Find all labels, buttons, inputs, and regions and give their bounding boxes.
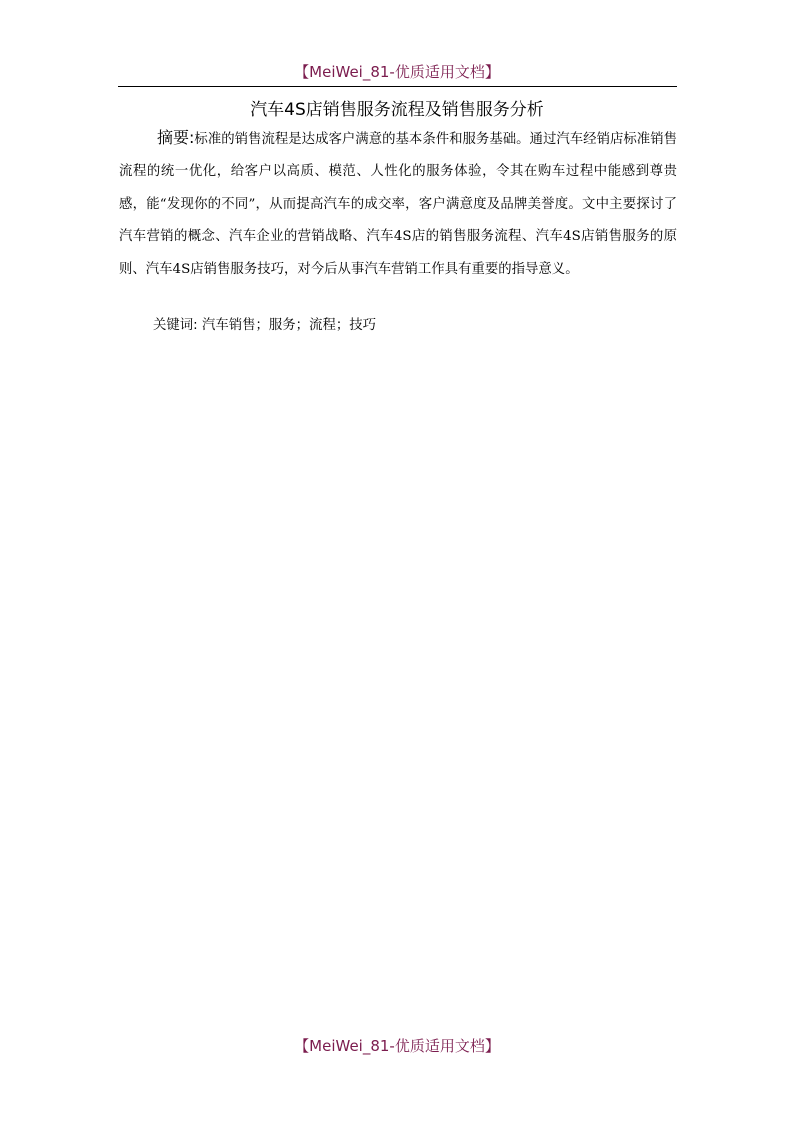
document-title: 汽车4S店销售服务流程及销售服务分析	[250, 100, 544, 120]
header-watermark: 【MeiWei_81-优质适用文档】	[294, 63, 500, 81]
abstract-label: 摘要:	[157, 128, 195, 147]
abstract-paragraph	[119, 122, 677, 286]
header-divider	[118, 86, 677, 87]
abstract-text: 标准的销售流程是达成客户满意的基本条件和服务基础。通过汽车经销店标准销售流程的统一优化，给客户以高质、模范、人性化的服务体验，令其在购车过程中能感到尊贵感，能“发现你的不同”，从而提高汽车的成交率，客户满意度及品牌美誉度。文中主要探讨了汽车营销的概念、汽车企业的营销战略、汽车4S店的销售服务流程、汽车4S店销售服务的原则、汽车4S店销售服务技巧，对今后从事汽车营销工作具有重要的指导意义。	[119, 132, 677, 277]
keywords-text: 汽车销售；服务；流程；技巧	[201, 318, 377, 333]
keywords-line	[153, 314, 376, 338]
footer-watermark: 【MeiWei_81-优质适用文档】	[294, 1037, 500, 1055]
keywords-label: 关键词:	[153, 318, 198, 333]
